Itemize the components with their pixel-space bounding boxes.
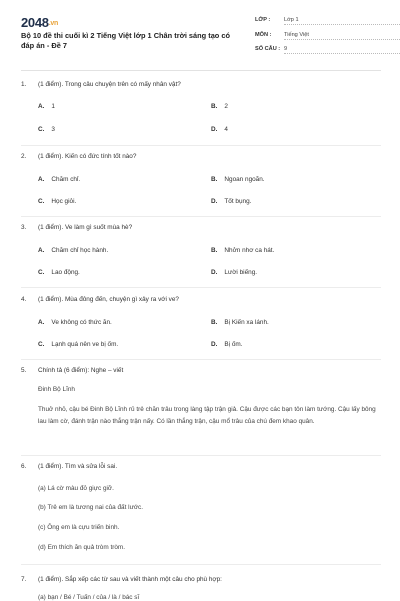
document-header: 2048.vn Bộ 10 đề thi cuối kì 2 Tiếng Việt lớp 1 Chân trời sáng tạo có đáp án - Đề 7 LỚP : Lớp 1 MÔN : Tiếng Việt SỐ CÂU : 9	[0, 0, 400, 66]
question-divider	[21, 564, 381, 565]
option-d[interactable]: D. Bị ốm.	[211, 341, 243, 348]
dictation-passage: Thuở nhỏ, cậu bé Đinh Bộ Lĩnh rủ trẻ chăn trâu trong làng tập trận giả. Cậu được các bạn tôn làm tướng. Cậu lấy bông lau làm cờ, đánh trận nào thắng trận nấy. Có lần thắng trận, cậu mổ trâu của chú đem khao quân.	[38, 406, 376, 426]
item-line: (c) Ông em là cựu triến binh.	[38, 524, 120, 531]
document-title: Bộ 10 đề thi cuối kì 2 Tiếng Việt lớp 1 Chân trời sáng tạo có đáp án - Đề 7	[21, 31, 231, 50]
option-a[interactable]: A. 1	[38, 103, 55, 110]
option-a[interactable]: A. Chăm chỉ học hành.	[38, 247, 109, 254]
option-c[interactable]: C. Lao động.	[38, 269, 80, 276]
option-b[interactable]: B. Ngoan ngoãn.	[211, 176, 265, 183]
option-b[interactable]: B. Nhởn nhơ ca hát.	[211, 247, 275, 254]
header-divider	[21, 70, 381, 71]
option-c[interactable]: C. Lạnh quá nên ve bị ốm.	[38, 341, 119, 348]
site-logo[interactable]: 2048.vn	[21, 15, 58, 30]
option-d[interactable]: D. 4	[211, 126, 228, 133]
item-line: (b) Trẻ em là tương nai của đất lước.	[38, 504, 144, 511]
option-b[interactable]: B. 2	[211, 103, 228, 110]
question-divider	[21, 359, 381, 360]
question-divider	[21, 455, 381, 456]
item-line: (a) bạn / Bé / Tuấn / của / là / bác sĩ	[38, 594, 140, 601]
option-d[interactable]: D. Lười biếng.	[211, 269, 258, 276]
option-a[interactable]: A. Chăm chỉ.	[38, 176, 81, 183]
question-divider	[21, 216, 381, 217]
option-c[interactable]: C. Học giỏi.	[38, 198, 77, 205]
item-line: (a) Lá cờ màu đỏ giực giỡ.	[38, 485, 114, 492]
question-divider	[21, 287, 381, 288]
option-c[interactable]: C. 3	[38, 126, 55, 133]
item-line: (d) Em thích ăn quả tròm tròm.	[38, 544, 126, 551]
option-a[interactable]: A. Ve không có thức ăn.	[38, 319, 112, 326]
option-b[interactable]: B. Bị Kiến xa lánh.	[211, 319, 269, 326]
question-divider	[21, 145, 381, 146]
option-d[interactable]: D. Tốt bụng.	[211, 198, 252, 205]
passage-title: Đinh Bộ Lĩnh	[38, 386, 75, 393]
